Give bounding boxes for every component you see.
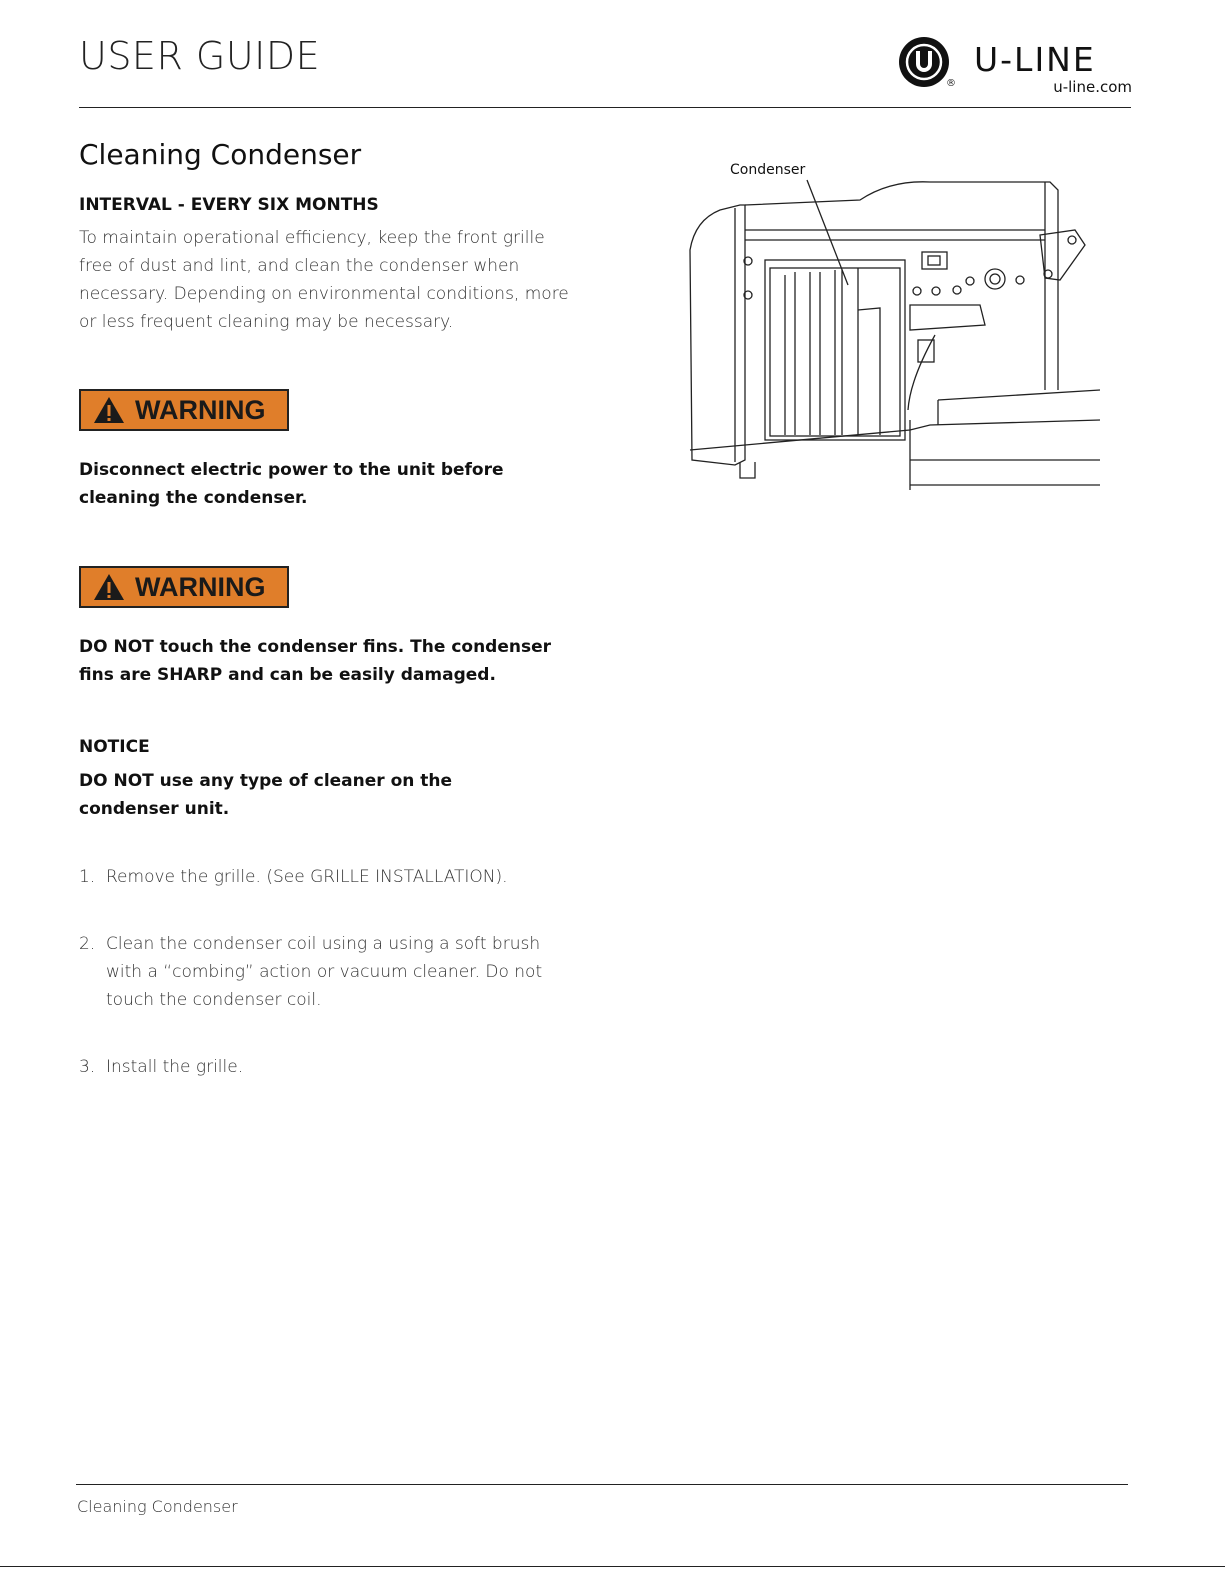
step-text	[106, 1053, 559, 1081]
step-item	[79, 863, 559, 891]
interval-heading: INTERVAL - EVERY SIX MONTHS	[79, 195, 379, 215]
notice-line: condenser unit.	[79, 799, 230, 819]
step-item	[79, 1053, 559, 1081]
warning-badge	[79, 389, 289, 431]
warning-message	[79, 456, 579, 512]
warning-triangle-icon	[93, 396, 125, 424]
website-url: u-line.com	[1053, 78, 1132, 96]
section-title: Cleaning Condenser	[79, 138, 362, 171]
notice-heading: NOTICE	[79, 737, 150, 757]
step-item	[79, 930, 559, 1014]
registered-mark: ®	[946, 78, 956, 89]
notice-message	[79, 767, 579, 823]
page-bottom-border	[0, 1566, 1225, 1567]
step-text	[106, 930, 559, 1014]
step-text	[106, 863, 559, 891]
footer-divider	[76, 1484, 1128, 1485]
step-line: Install the grille.	[106, 1057, 244, 1077]
step-number: 2.	[79, 934, 96, 954]
figure-callout-label: Condenser	[730, 162, 806, 178]
warning-message	[79, 633, 579, 689]
warning-label: WARNING	[135, 394, 266, 425]
page-header-title: USER GUIDE	[79, 34, 321, 78]
warning-line: Disconnect electric power to the unit before	[79, 460, 504, 480]
warning-line: cleaning the condenser.	[79, 488, 308, 508]
intro-line: or less frequent cleaning may be necessary.	[79, 312, 454, 332]
warning-label: WARNING	[135, 571, 266, 602]
brand-logo	[898, 34, 1138, 98]
warning-line: fins are SHARP and can be easily damaged.	[79, 665, 496, 685]
step-line: touch the condenser coil.	[106, 990, 322, 1010]
intro-paragraph	[79, 224, 579, 336]
intro-line: free of dust and lint, and clean the condenser when	[79, 256, 520, 276]
step-line: Clean the condenser coil using a using a soft brush	[106, 934, 541, 954]
intro-line: necessary. Depending on environmental conditions, more	[79, 284, 569, 304]
logo-wordmark: U-LINE	[974, 40, 1096, 79]
warning-badge	[79, 566, 289, 608]
u-line-logo-icon	[898, 36, 950, 88]
footer-section-name: Cleaning Condenser	[77, 1497, 238, 1516]
header-divider	[79, 107, 1131, 108]
condenser-diagram	[680, 160, 1100, 495]
step-number: 3.	[79, 1057, 96, 1077]
intro-line: To maintain operational efficiency, keep the front grille	[79, 228, 545, 248]
step-line: Remove the grille. (See GRILLE INSTALLATION).	[106, 867, 508, 887]
notice-line: DO NOT use any type of cleaner on the	[79, 771, 453, 791]
warning-triangle-icon	[93, 573, 125, 601]
callout-leader-line	[807, 180, 848, 285]
step-number: 1.	[79, 867, 96, 887]
step-line: with a “combing” action or vacuum cleaner. Do not	[106, 962, 543, 982]
warning-line: DO NOT touch the condenser fins. The condenser	[79, 637, 552, 657]
